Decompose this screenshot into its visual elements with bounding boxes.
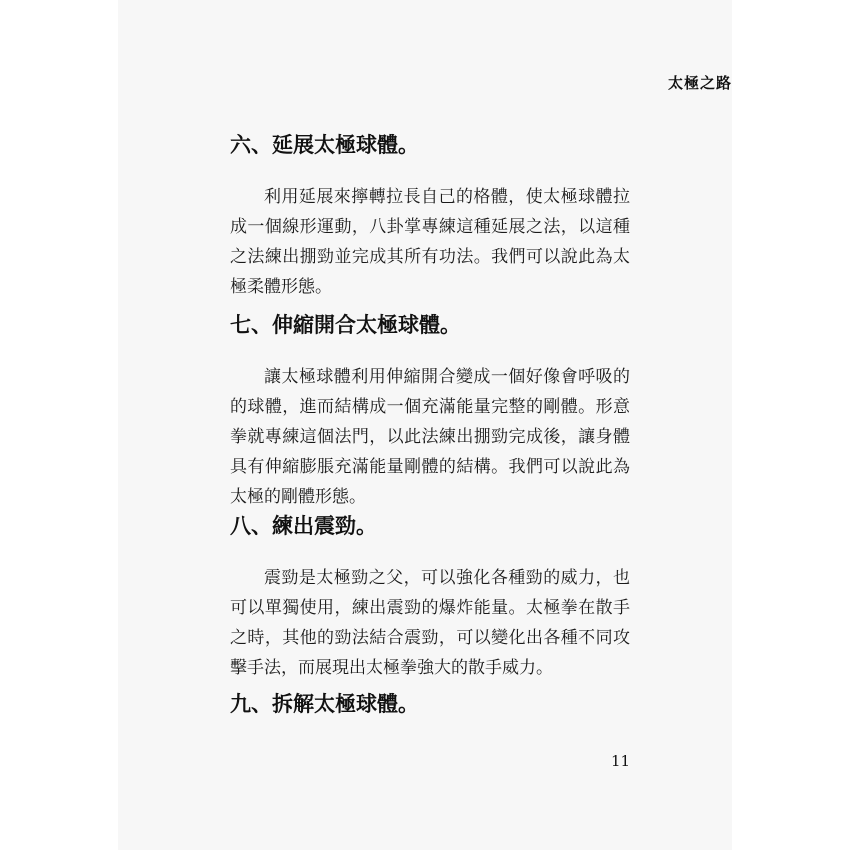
section-heading: 七、伸縮開合太極球體。 <box>230 313 461 337</box>
section-9 <box>230 689 630 719</box>
section-paragraph: 讓太極球體利用伸縮開合變成一個好像會呼吸的的球體，進而結構成一個充滿能量完整的剛體。形意拳就專練這個法門，以此法練出掤勁完成後，讓身體具有伸縮膨脹充滿能量剛體的結構。我們可以說此為太極的剛體形態。 <box>230 367 630 507</box>
section-6 <box>230 130 630 302</box>
section-heading: 六、延展太極球體。 <box>230 133 419 157</box>
section-8 <box>230 511 630 683</box>
section-7 <box>230 310 630 512</box>
section-heading: 八、練出震勁。 <box>230 514 377 538</box>
section-paragraph: 震勁是太極勁之父，可以強化各種勁的威力，也可以單獨使用，練出震勁的爆炸能量。太極拳在散手之時，其他的勁法結合震勁，可以變化出各種不同攻擊手法，而展現出太極拳強大的散手威力。 <box>230 568 630 678</box>
running-header: 太極之路 <box>667 74 732 92</box>
page-number: 11 <box>611 752 631 770</box>
section-heading: 九、拆解太極球體。 <box>230 692 419 716</box>
section-paragraph: 利用延展來擰轉拉長自己的格體，使太極球體拉成一個線形運動，八卦掌專練這種延展之法，以這種之法練出掤勁並完成其所有功法。我們可以說此為太極柔體形態。 <box>230 187 630 297</box>
